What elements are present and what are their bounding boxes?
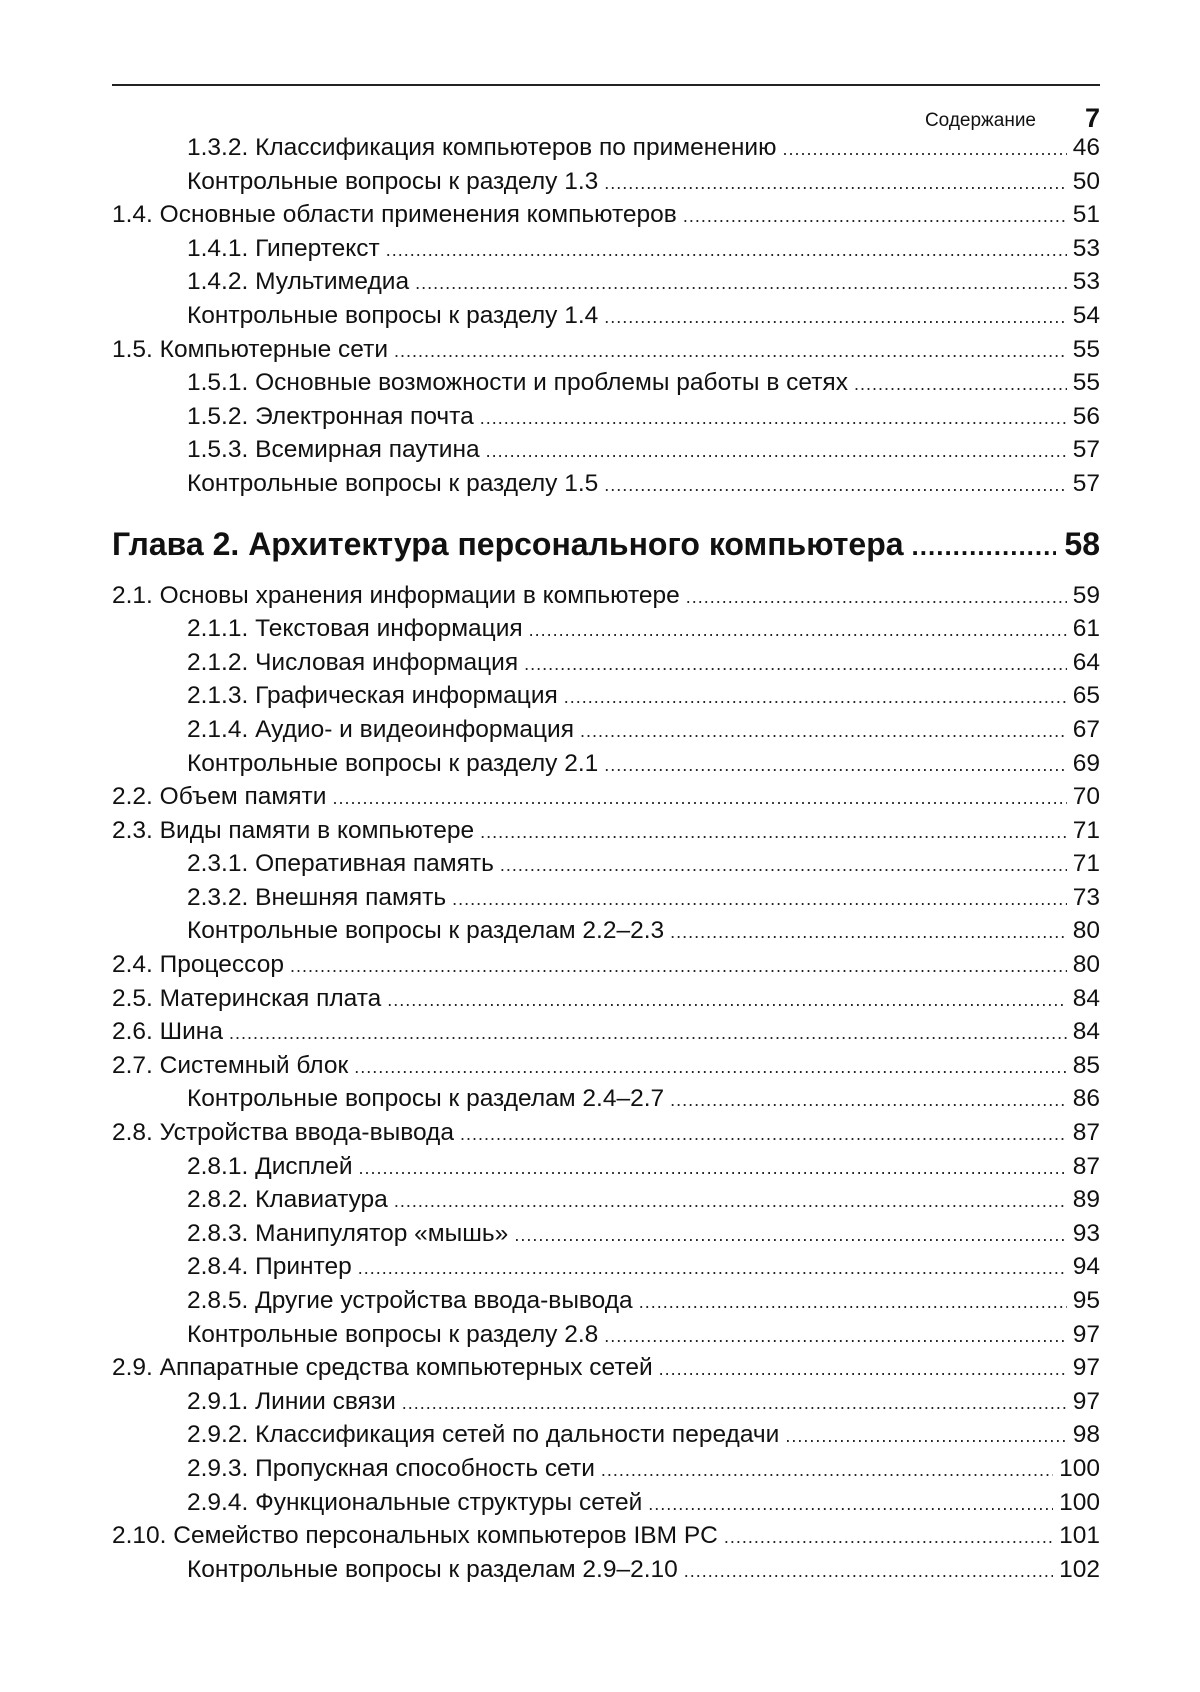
- leader-dots: [659, 1359, 1067, 1380]
- toc-page: [112, 84, 1100, 1589]
- toc-entry-page: 97: [1072, 1354, 1100, 1382]
- toc-entry[interactable]: [112, 403, 1100, 437]
- toc-entry-title: 2.8.5. Другие устройства ввода-вывода: [187, 1287, 633, 1314]
- toc-entry[interactable]: [112, 682, 1100, 716]
- toc-entry-title: 2.1.4. Аудио- и видеоинформация: [187, 715, 574, 743]
- toc-entry-title: 2.9.2. Классификация сетей по дальности передачи: [187, 1421, 780, 1449]
- toc-entry[interactable]: [112, 302, 1100, 336]
- toc-entry-title: 1.5.1. Основные возможности и проблемы работы в сетях: [187, 369, 848, 397]
- toc-entry-title: 2.7. Системный блок: [112, 1051, 349, 1079]
- toc-entry[interactable]: [112, 168, 1100, 202]
- toc-entry[interactable]: [112, 884, 1100, 918]
- leader-dots: [604, 307, 1066, 328]
- toc-entry-page: 100: [1059, 1454, 1100, 1482]
- toc-entry[interactable]: [112, 1253, 1100, 1287]
- leader-dots: [648, 1494, 1053, 1515]
- leader-dots: [514, 1225, 1066, 1246]
- leader-dots: [684, 1561, 1053, 1582]
- toc-entry[interactable]: [112, 1287, 1100, 1321]
- toc-entry[interactable]: [112, 1153, 1100, 1187]
- toc-entry-page: 59: [1072, 581, 1100, 609]
- toc-entry-page: 85: [1072, 1051, 1100, 1079]
- toc-entry-page: 89: [1072, 1186, 1100, 1214]
- running-head: [112, 86, 1100, 134]
- toc-entry[interactable]: [112, 1522, 1100, 1556]
- toc-entry-page: 86: [1072, 1085, 1100, 1113]
- toc-entry-page: 46: [1072, 134, 1100, 161]
- toc-entry-title: 2.9.3. Пропускная способность сети: [187, 1454, 595, 1482]
- leader-dots: [564, 687, 1067, 708]
- toc-entry[interactable]: [112, 582, 1100, 616]
- toc-entry-page: 94: [1072, 1253, 1100, 1281]
- leader-dots: [529, 620, 1067, 641]
- toc-entry-title: 1.3.2. Классификация компьютеров по применению: [187, 134, 777, 161]
- toc-entry-page: 102: [1059, 1555, 1100, 1583]
- toc-entry-page: 70: [1072, 783, 1100, 811]
- toc-entry-title: 1.5.2. Электронная почта: [187, 402, 474, 430]
- toc-entry[interactable]: [112, 1321, 1100, 1355]
- toc-entry-page: 65: [1072, 682, 1100, 710]
- toc-entry-title: 2.8.2. Клавиатура: [187, 1186, 388, 1214]
- toc-entry-title: 2.2. Объем памяти: [112, 783, 327, 811]
- toc-entry-page: 64: [1072, 648, 1100, 676]
- toc-entry[interactable]: [112, 1052, 1100, 1086]
- toc-entry-page: 57: [1072, 436, 1100, 464]
- toc-entry-page: 57: [1072, 469, 1100, 497]
- toc-entry[interactable]: [112, 716, 1100, 750]
- chapter-title: Глава 2. Архитектура персонального компьютера: [112, 525, 904, 562]
- leader-dots: [480, 408, 1067, 429]
- toc-entry[interactable]: [112, 134, 1100, 168]
- toc-entry-title: 2.9. Аппаратные средства компьютерных сетей: [112, 1354, 653, 1382]
- leader-dots: [500, 855, 1067, 876]
- toc-entry-title: 2.1.3. Графическая информация: [187, 682, 558, 710]
- toc-entry-title: 2.5. Материнская плата: [112, 984, 382, 1012]
- toc-entry[interactable]: [112, 235, 1100, 269]
- toc-entry[interactable]: [112, 783, 1100, 817]
- leader-dots: [229, 1023, 1067, 1044]
- toc-entry-title: 2.3.2. Внешняя память: [187, 883, 447, 911]
- toc-entry-page: 73: [1072, 883, 1100, 911]
- toc-entry-title: 2.8.3. Манипулятор «мышь»: [187, 1219, 509, 1247]
- leader-dots: [724, 1527, 1053, 1548]
- toc-entry-page: 71: [1072, 816, 1100, 844]
- leader-dots: [402, 1393, 1067, 1414]
- leader-dots: [332, 788, 1066, 809]
- toc-entry-page: 61: [1072, 615, 1100, 643]
- toc-entry[interactable]: [112, 470, 1100, 504]
- toc-entry-title: 2.3. Виды памяти в компьютере: [112, 816, 475, 844]
- toc-entry-title: 2.4. Процессор: [112, 951, 284, 979]
- toc-entry-title: 2.6. Шина: [112, 1018, 223, 1046]
- toc-entry-page: 84: [1072, 1018, 1100, 1046]
- leader-dots: [524, 654, 1067, 675]
- toc-entry-title: 2.8. Устройства ввода-вывода: [112, 1119, 454, 1147]
- toc-entry-title: 2.1.2. Числовая информация: [187, 648, 519, 676]
- leader-dots: [604, 755, 1066, 776]
- toc-entry[interactable]: [112, 985, 1100, 1019]
- leader-dots: [670, 1090, 1067, 1111]
- toc-entry[interactable]: [112, 817, 1100, 851]
- toc-entry-title: Контрольные вопросы к разделам 2.9–2.10: [187, 1555, 678, 1583]
- leader-dots: [452, 889, 1067, 910]
- leader-dots: [387, 990, 1066, 1011]
- toc-entry-page: 80: [1072, 917, 1100, 945]
- toc-entry[interactable]: [112, 750, 1100, 784]
- toc-entry[interactable]: [112, 201, 1100, 235]
- toc-entry-page: 51: [1072, 201, 1100, 229]
- toc-entry-title: 1.4.2. Мультимедиа: [187, 268, 410, 296]
- leader-dots: [415, 273, 1067, 294]
- toc-entry-page: 93: [1072, 1219, 1100, 1247]
- toc-entry-title: 2.3.1. Оперативная память: [187, 850, 494, 878]
- leader-dots: [358, 1258, 1067, 1279]
- leader-dots: [912, 531, 1057, 562]
- leader-dots: [604, 173, 1066, 194]
- toc-entry-page: 87: [1072, 1119, 1100, 1147]
- leader-dots: [604, 475, 1066, 496]
- toc-entry[interactable]: [112, 1388, 1100, 1422]
- leader-dots: [782, 139, 1066, 160]
- leader-dots: [686, 587, 1067, 608]
- toc-entry-title: Контрольные вопросы к разделу 1.4: [187, 301, 599, 329]
- toc-entry-page: 55: [1072, 335, 1100, 363]
- leader-dots: [639, 1292, 1067, 1313]
- leader-dots: [290, 956, 1067, 977]
- toc-entry-page: 97: [1072, 1320, 1100, 1348]
- toc-entry-title: 2.10. Семейство персональных компьютеров IBM PC: [112, 1522, 718, 1550]
- toc-entry-page: 84: [1072, 984, 1100, 1012]
- toc-entry-page: 101: [1059, 1522, 1100, 1550]
- toc-entry[interactable]: [112, 1220, 1100, 1254]
- toc-entry[interactable]: [112, 850, 1100, 884]
- toc-entry-title: Контрольные вопросы к разделам 2.4–2.7: [187, 1085, 665, 1113]
- leader-dots: [580, 721, 1067, 742]
- toc-entry[interactable]: [112, 1455, 1100, 1489]
- toc-entry-page: 50: [1072, 167, 1100, 195]
- toc-entry-page: 80: [1072, 951, 1100, 979]
- toc-list-chapter-2: [112, 582, 1100, 1590]
- toc-entry-page: 56: [1072, 402, 1100, 430]
- toc-entry-title: Контрольные вопросы к разделу 1.5: [187, 469, 599, 497]
- leader-dots: [359, 1158, 1067, 1179]
- toc-entry-page: 54: [1072, 301, 1100, 329]
- toc-entry-title: Контрольные вопросы к разделам 2.2–2.3: [187, 917, 665, 945]
- leader-dots: [394, 341, 1067, 362]
- leader-dots: [460, 1124, 1067, 1145]
- toc-entry[interactable]: [112, 1085, 1100, 1119]
- toc-entry-page: 71: [1072, 850, 1100, 878]
- leader-dots: [854, 374, 1067, 395]
- leader-dots: [394, 1191, 1067, 1212]
- toc-entry[interactable]: [112, 951, 1100, 985]
- toc-entry-title: 2.9.1. Линии связи: [187, 1387, 396, 1415]
- leader-dots: [670, 922, 1067, 943]
- running-head-section: Содержание: [924, 110, 1036, 131]
- leader-dots: [785, 1426, 1066, 1447]
- toc-entry-title: 1.4. Основные области применения компьютеров: [112, 201, 677, 229]
- toc-entry-title: 1.5. Компьютерные сети: [112, 335, 389, 363]
- toc-entry-title: Контрольные вопросы к разделу 1.3: [187, 167, 599, 195]
- toc-entry-page: 67: [1072, 715, 1100, 743]
- toc-entry[interactable]: [112, 436, 1100, 470]
- toc-entry[interactable]: [112, 917, 1100, 951]
- toc-entry[interactable]: [112, 649, 1100, 683]
- toc-entry[interactable]: [112, 1354, 1100, 1388]
- leader-dots: [683, 206, 1067, 227]
- toc-entry-page: 95: [1072, 1287, 1100, 1314]
- toc-entry-title: Контрольные вопросы к разделу 2.8: [187, 1320, 599, 1348]
- toc-entry-page: 55: [1072, 369, 1100, 397]
- toc-entry-page: 97: [1072, 1387, 1100, 1415]
- toc-entry-title: 2.8.1. Дисплей: [187, 1152, 353, 1180]
- toc-entry-title: 1.4.1. Гипертекст: [187, 234, 380, 262]
- toc-entry-page: 87: [1072, 1152, 1100, 1180]
- leader-dots: [601, 1460, 1053, 1481]
- toc-entry[interactable]: [112, 1489, 1100, 1523]
- chapter-page-number: 58: [1064, 525, 1100, 562]
- toc-entry[interactable]: [112, 1556, 1100, 1590]
- toc-entry[interactable]: [112, 1421, 1100, 1455]
- leader-dots: [486, 441, 1067, 462]
- toc-entry[interactable]: [112, 369, 1100, 403]
- leader-dots: [604, 1326, 1066, 1347]
- page-number: 7: [1084, 103, 1100, 133]
- toc-entry-title: 2.1.1. Текстовая информация: [187, 615, 523, 643]
- toc-entry[interactable]: [112, 615, 1100, 649]
- toc-entry[interactable]: [112, 1186, 1100, 1220]
- toc-list-chapter-1-tail: [112, 134, 1100, 504]
- leader-dots: [386, 240, 1067, 261]
- toc-entry-page: 53: [1072, 268, 1100, 296]
- toc-entry-title: 2.1. Основы хранения информации в компьютере: [112, 581, 680, 609]
- toc-entry-title: Контрольные вопросы к разделу 2.1: [187, 749, 599, 777]
- leader-dots: [354, 1057, 1067, 1078]
- toc-entry[interactable]: [112, 336, 1100, 370]
- toc-entry[interactable]: [112, 1119, 1100, 1153]
- toc-entry[interactable]: [112, 268, 1100, 302]
- leader-dots: [480, 822, 1067, 843]
- toc-entry-title: 2.9.4. Функциональные структуры сетей: [187, 1488, 643, 1516]
- toc-entry-page: 98: [1072, 1421, 1100, 1449]
- toc-entry-title: 2.8.4. Принтер: [187, 1253, 352, 1281]
- toc-entry-page: 100: [1059, 1488, 1100, 1516]
- chapter-heading[interactable]: [112, 526, 1100, 578]
- toc-entry-page: 53: [1072, 234, 1100, 262]
- toc-entry[interactable]: [112, 1018, 1100, 1052]
- toc-entry-page: 69: [1072, 749, 1100, 777]
- toc-entry-title: 1.5.3. Всемирная паутина: [187, 436, 480, 464]
